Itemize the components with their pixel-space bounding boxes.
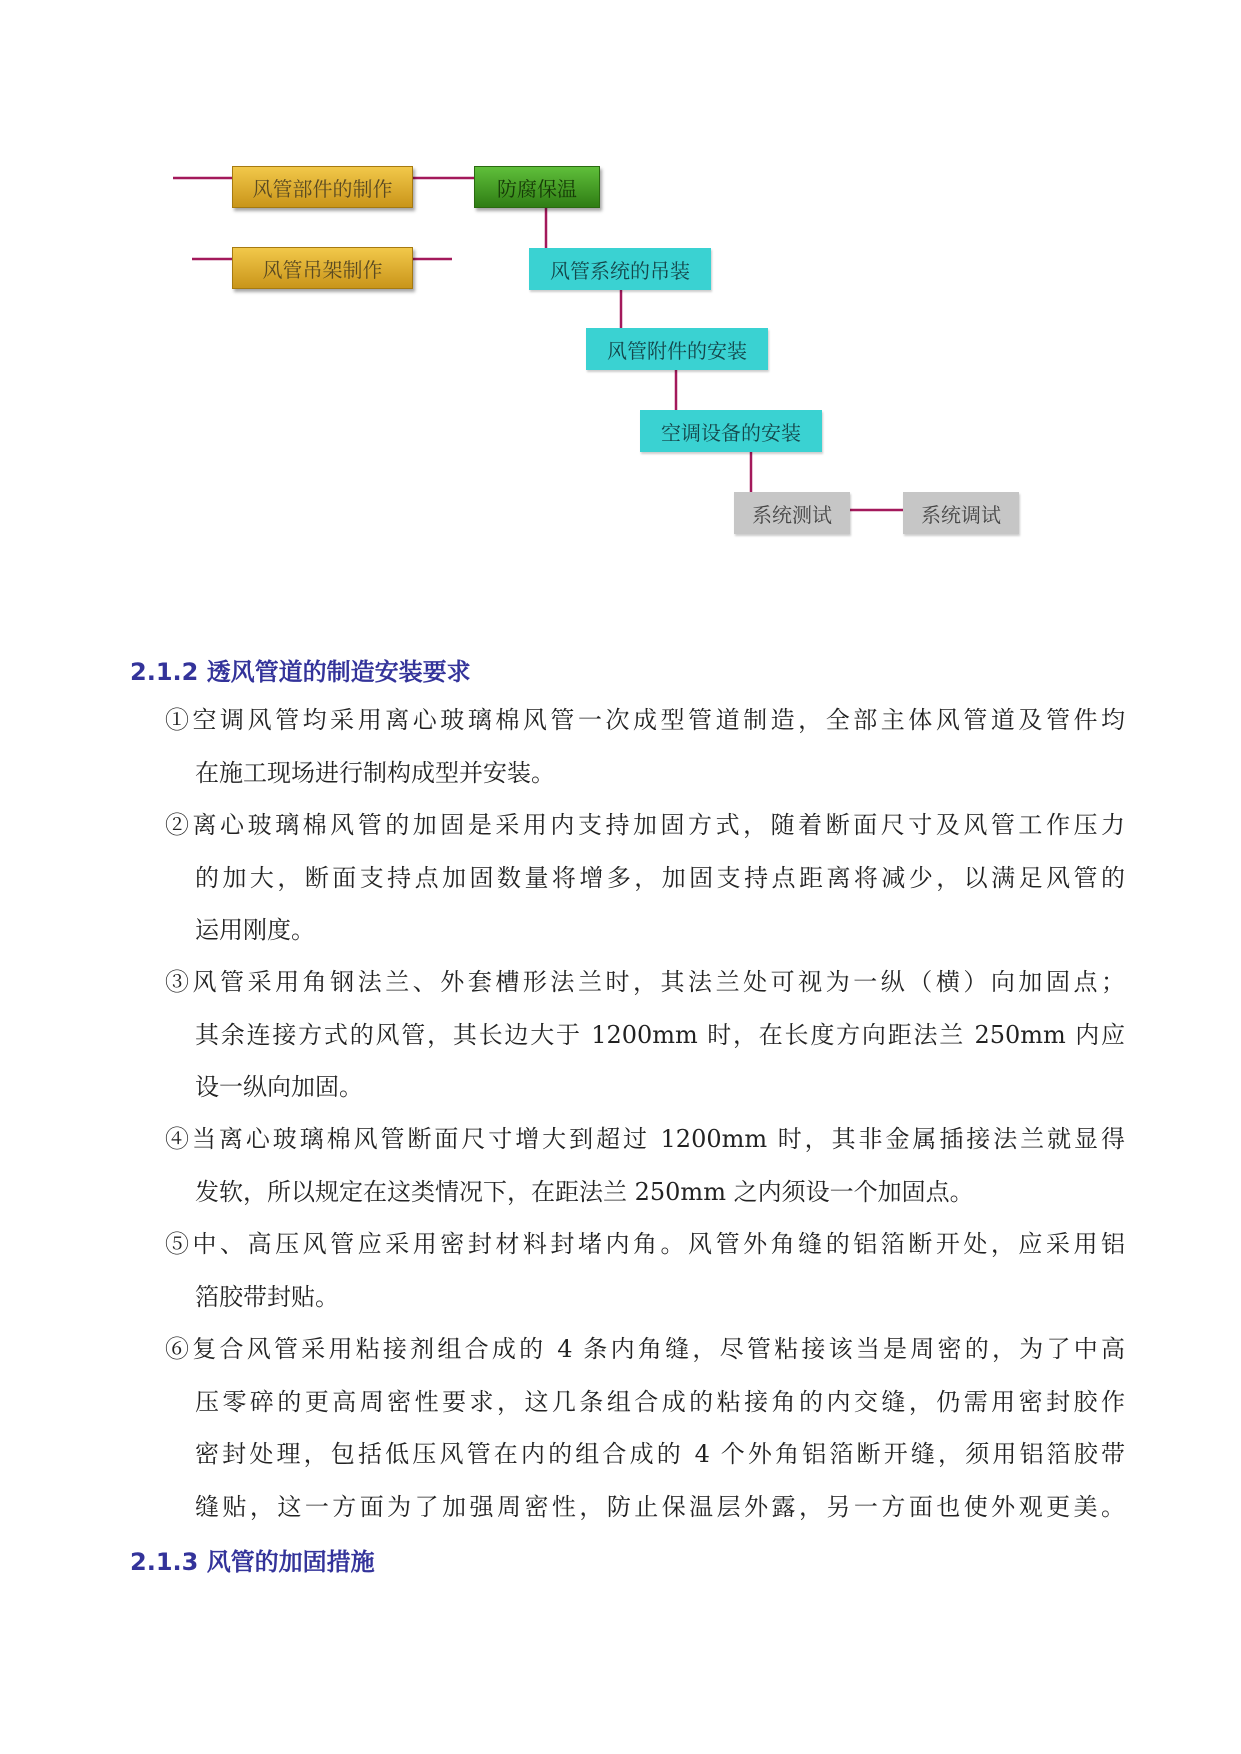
paragraph-line: 在施工现场进行制构成型并安装。 (195, 758, 555, 787)
flow-box-anticorrosion: 防腐保温 (474, 166, 600, 208)
flow-box-accessory-install: 风管附件的安装 (586, 328, 768, 370)
flowchart-connectors (0, 0, 1241, 600)
paragraph-6 (165, 1323, 1125, 1533)
paragraph-line: ①空调风管均采用离心玻璃棉风管一次成型管道制造，全部主体风管道及管件均 (165, 706, 1125, 734)
paragraph-line: 密封处理，包括低压风管在内的组合成的 4 个外角铝箔断开缝，须用铝箔胶带 (195, 1440, 1125, 1468)
flow-box-parts-fabrication: 风管部件的制作 (232, 166, 413, 208)
paragraph-3 (165, 956, 1125, 1114)
flow-box-ac-equipment-install: 空调设备的安装 (640, 410, 822, 452)
paragraph-line: ④当离心玻璃棉风管断面尺寸增大到超过 1200mm 时，其非金属插接法兰就显得 (165, 1125, 1125, 1153)
paragraph-1 (165, 694, 1125, 799)
paragraph-line: 箔胶带封贴。 (195, 1282, 339, 1311)
paragraph-line: 设一纵向加固。 (195, 1073, 363, 1101)
paragraph-line: 运用刚度。 (195, 916, 315, 944)
paragraph-4 (165, 1113, 1125, 1218)
paragraph-line: ⑤中、高压风管应采用密封材料封堵内角。风管外角缝的铝箔断开处，应采用铝 (165, 1230, 1125, 1258)
flow-box-system-hoisting: 风管系统的吊装 (529, 248, 711, 290)
paragraph-line: 压零碎的更高周密性要求，这几条组合成的粘接角的内交缝，仍需用密封胶作 (195, 1387, 1125, 1416)
paragraph-5 (165, 1218, 1125, 1323)
paragraph-line: ②离心玻璃棉风管的加固是采用内支持加固方式，随着断面尺寸及风管工作压力 (165, 811, 1125, 839)
paragraph-line: 其余连接方式的风管，其长边大于 1200mm 时，在长度方向距法兰 250mm 内应 (195, 1020, 1125, 1049)
flow-box-system-commissioning: 系统调试 (903, 492, 1019, 534)
flow-box-hanger-fabrication: 风管吊架制作 (232, 247, 413, 289)
paragraph-line: 发软，所以规定在这类情况下，在距法兰 250mm 之内须设一个加固点。 (195, 1177, 974, 1206)
process-flowchart (0, 0, 1241, 600)
section-heading-2-1-3: 2.1.3 风管的加固措施 (130, 1548, 375, 1576)
section-heading-2-1-2: 2.1.2 透风管道的制造安装要求 (130, 658, 471, 686)
paragraph-line: 缝贴，这一方面为了加强周密性，防止保温层外露，另一方面也使外观更美。 (195, 1492, 1125, 1521)
paragraph-line: ③风管采用角钢法兰、外套槽形法兰时，其法兰处可视为一纵（横）向加固点； (165, 968, 1125, 996)
paragraph-line: ⑥复合风管采用粘接剂组合成的 4 条内角缝，尽管粘接该当是周密的，为了中高 (165, 1335, 1125, 1363)
paragraph-line: 的加大，断面支持点加固数量将增多，加固支持点距离将减少，以满足风管的 (195, 863, 1125, 892)
paragraph-2 (165, 799, 1125, 957)
flow-box-system-test: 系统测试 (734, 492, 850, 534)
